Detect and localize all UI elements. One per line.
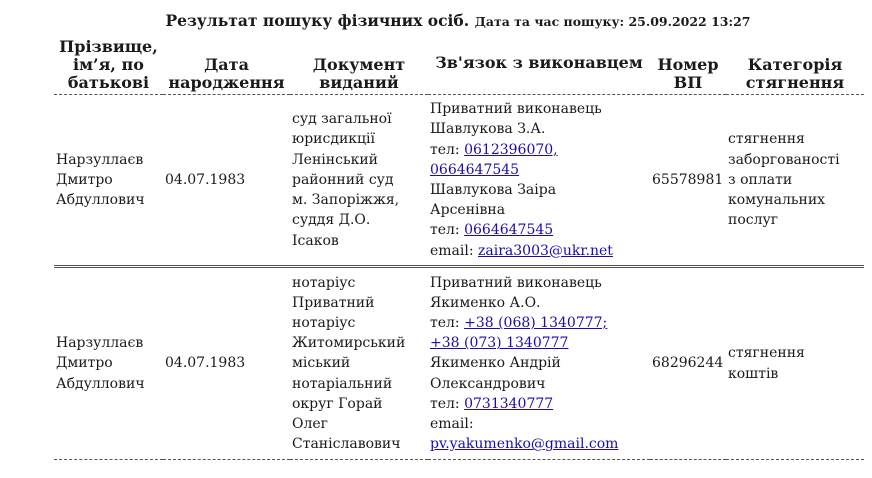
col-header-contact: Зв'язок з виконавцем [435,53,643,72]
cell-vp-number: 65578981 [652,171,724,188]
col-header-document: Документ виданий [312,55,406,92]
cell-category: стягнення заборгованості з оплати комунальних послуг [728,131,840,229]
cell-name: Нарзуллаєв Дмитро Абдуллович [56,335,145,392]
results-table [54,38,864,460]
phone-link[interactable]: 0664647545 [430,161,520,178]
cell-name: Нарзуллаєв Дмитро Абдуллович [56,151,145,209]
phone-link[interactable]: 0664647545 [464,222,554,239]
phone-link[interactable]: 0612396070, [464,141,558,158]
col-header-category: Категорія стягнення [745,55,845,92]
col-header-name: Прізвище, ім’я, по батькові [59,37,158,92]
cell-category: стягнення коштів [728,345,805,382]
cell-vp-number: 68296244 [652,355,724,372]
cell-contact: Приватний виконавець Якименко А.О. тел: +38 (068) 1340777; +38 (073) 1340777 Якименко Андрій Олександрович тел: 0731340777 email: pv.yakumenko@gmail.com [430,274,619,453]
cell-birth-date: 04.07.1983 [165,171,246,188]
table-header-row [54,38,864,95]
cell-birth-date: 04.07.1983 [165,355,246,372]
page-title [0,11,872,30]
phone-link[interactable]: +38 (073) 1340777 [430,335,569,352]
phone-link[interactable]: +38 (068) 1340777; [464,314,608,331]
table-row [54,267,864,460]
results-title: Результат пошуку фізичних осіб. [165,11,470,30]
email-link[interactable]: zaira3003@ukr.net [478,242,613,259]
search-datetime: Дата та час пошуку: 25.09.2022 13:27 [474,14,751,29]
table-row [54,95,864,267]
col-header-birth: Дата народження [168,55,285,92]
email-link[interactable]: pv.yakumenko@gmail.com [430,436,619,453]
col-header-vp: Номер ВП [657,55,719,92]
phone-link[interactable]: 0731340777 [464,395,554,412]
cell-document: суд загальної юрисдикції Ленінський районний суд м. Запоріжжя, суддя Д.О. Ісаков [292,111,400,249]
cell-document: нотаріус Приватний нотаріус Житомирський міський нотаріальний округ Горай Олег Станіславович [292,274,406,453]
cell-contact: Приватний виконавець Шавлукова З.А. тел: 0612396070, 0664647545 Шавлукова Заіра Арсенівна тел: 0664647545 email: zaira3003@ukr.net [430,101,613,259]
